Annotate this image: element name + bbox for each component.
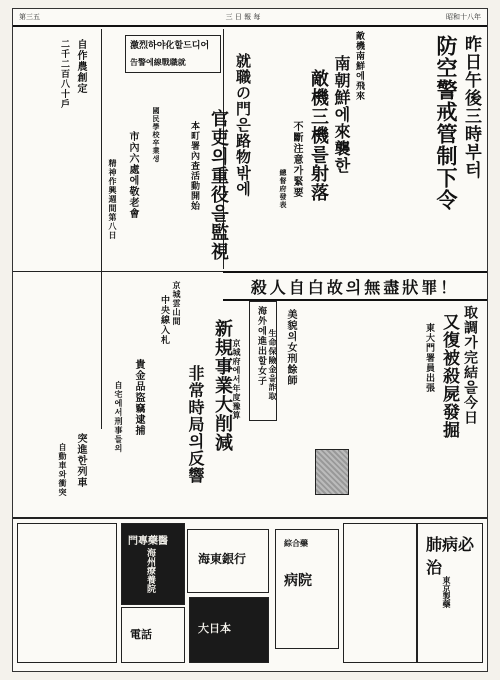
headline-air-defense-main: 防空警戒管制下令 <box>434 35 459 211</box>
headline-shot-down: 敵機三機를射落 <box>308 69 329 202</box>
headline-households: 二千二百八十戶 <box>59 39 69 109</box>
headline-investigation-complete: 取調가完結을今日 <box>462 305 478 425</box>
headline-seoul-unsan: 京城雲山間 <box>172 281 182 326</box>
headline-central-line: 中央線入札 <box>159 295 169 345</box>
banner-box-title: 激烈하야化할드디어 <box>130 41 210 51</box>
headline-women-abroad: 海外에進出할女子 <box>256 306 266 386</box>
headline-enemy-planes: 敵機南鮮에飛來 <box>354 31 364 101</box>
article-employment-body <box>131 77 189 117</box>
ad-tuberculosis-sub: 東京製藥 <box>442 576 452 608</box>
headline-elder-meeting: 市內六處에敬老會 <box>127 131 138 219</box>
ad-japan <box>189 597 269 663</box>
ads-rule <box>13 517 488 519</box>
left-column-divider <box>101 29 102 429</box>
ad-small-notices <box>17 523 117 663</box>
news-photo <box>315 449 349 495</box>
ad-medical-school-sub: 海州療養院 <box>145 548 155 593</box>
ad-misc <box>343 523 417 663</box>
headline-air-defense: 昨日午後三時부터 <box>461 35 481 179</box>
masthead-right: 昭和十八年 <box>446 13 481 21</box>
ad-bank <box>187 529 269 593</box>
banner-box <box>125 35 221 73</box>
banner-box-sub: 告警에線戰職就 <box>130 57 186 67</box>
ad-phone-title: 電話 <box>130 628 152 641</box>
ad-medical-school <box>121 523 185 605</box>
headline-body-excavated: 又復被殺屍發掘 <box>439 313 459 439</box>
ad-phone <box>121 607 185 663</box>
headline-detective: 自宅에서刑事들의 <box>114 381 124 453</box>
article-air-defense-body <box>369 35 429 185</box>
headline-car-collision: 自動車와衝突 <box>58 443 68 497</box>
headline-budget: 京城府에서年度豫算 <box>232 339 242 420</box>
ad-hospital-title: 病院 <box>284 573 312 589</box>
banner-headline-murder: 殺人自白故의無盡狀罪！ <box>223 271 487 301</box>
masthead <box>13 9 487 27</box>
ad-bank-title: 海東銀行 <box>198 552 247 566</box>
women-abroad-box <box>249 301 277 421</box>
headline-spirit-week: 精神作興週間第八日 <box>108 159 118 240</box>
masthead-center: 三 日 報 每 <box>225 13 261 21</box>
article-body-2 <box>372 189 427 264</box>
headline-valuables-theft: 貴金品盜竊逮捕 <box>133 359 144 436</box>
headline-graduates: 國民學校卒業생 <box>152 107 161 163</box>
ad-tuberculosis-title: 肺病必治 <box>426 535 475 577</box>
headline-caution: 不斷注意가緊要 <box>291 121 302 198</box>
headline-officials: 官吏의重役을監視 <box>208 109 229 261</box>
headline-gov-announce: 總督府發表 <box>279 169 288 209</box>
masthead-left: 第三五 <box>19 13 40 21</box>
left-column-body <box>19 39 55 419</box>
article-murder-body <box>369 309 419 449</box>
headline-train: 突進한列車 <box>75 433 86 488</box>
ad-hospital-sub: 綜合藥 <box>284 538 308 548</box>
headline-investigation: 本町署內査活動開始 <box>189 121 199 211</box>
headline-insurance: 生命保險金을詐取 <box>268 329 278 401</box>
headline-south-korea-raid: 南朝鮮에來襲한 <box>332 55 351 174</box>
ad-tuberculosis <box>417 523 483 663</box>
ad-japan-title: 大日本 <box>198 622 231 635</box>
headline-beauty-teacher: 美貌의女刑餘師 <box>285 309 296 386</box>
headline-business-cut: 新規事業大削減 <box>212 319 233 452</box>
headline-employment: 就職の門은路物밖에 <box>234 53 252 197</box>
headline-emergency: 非常時局의反響 <box>186 365 205 484</box>
headline-police-dispatch: 東大門署員出張 <box>424 323 434 393</box>
ad-hospital <box>275 529 339 649</box>
newspaper-page <box>12 8 488 672</box>
ad-medical-school-title: 門專藥醫 <box>128 536 168 547</box>
headline-self-farming: 自作農創定 <box>75 39 86 94</box>
